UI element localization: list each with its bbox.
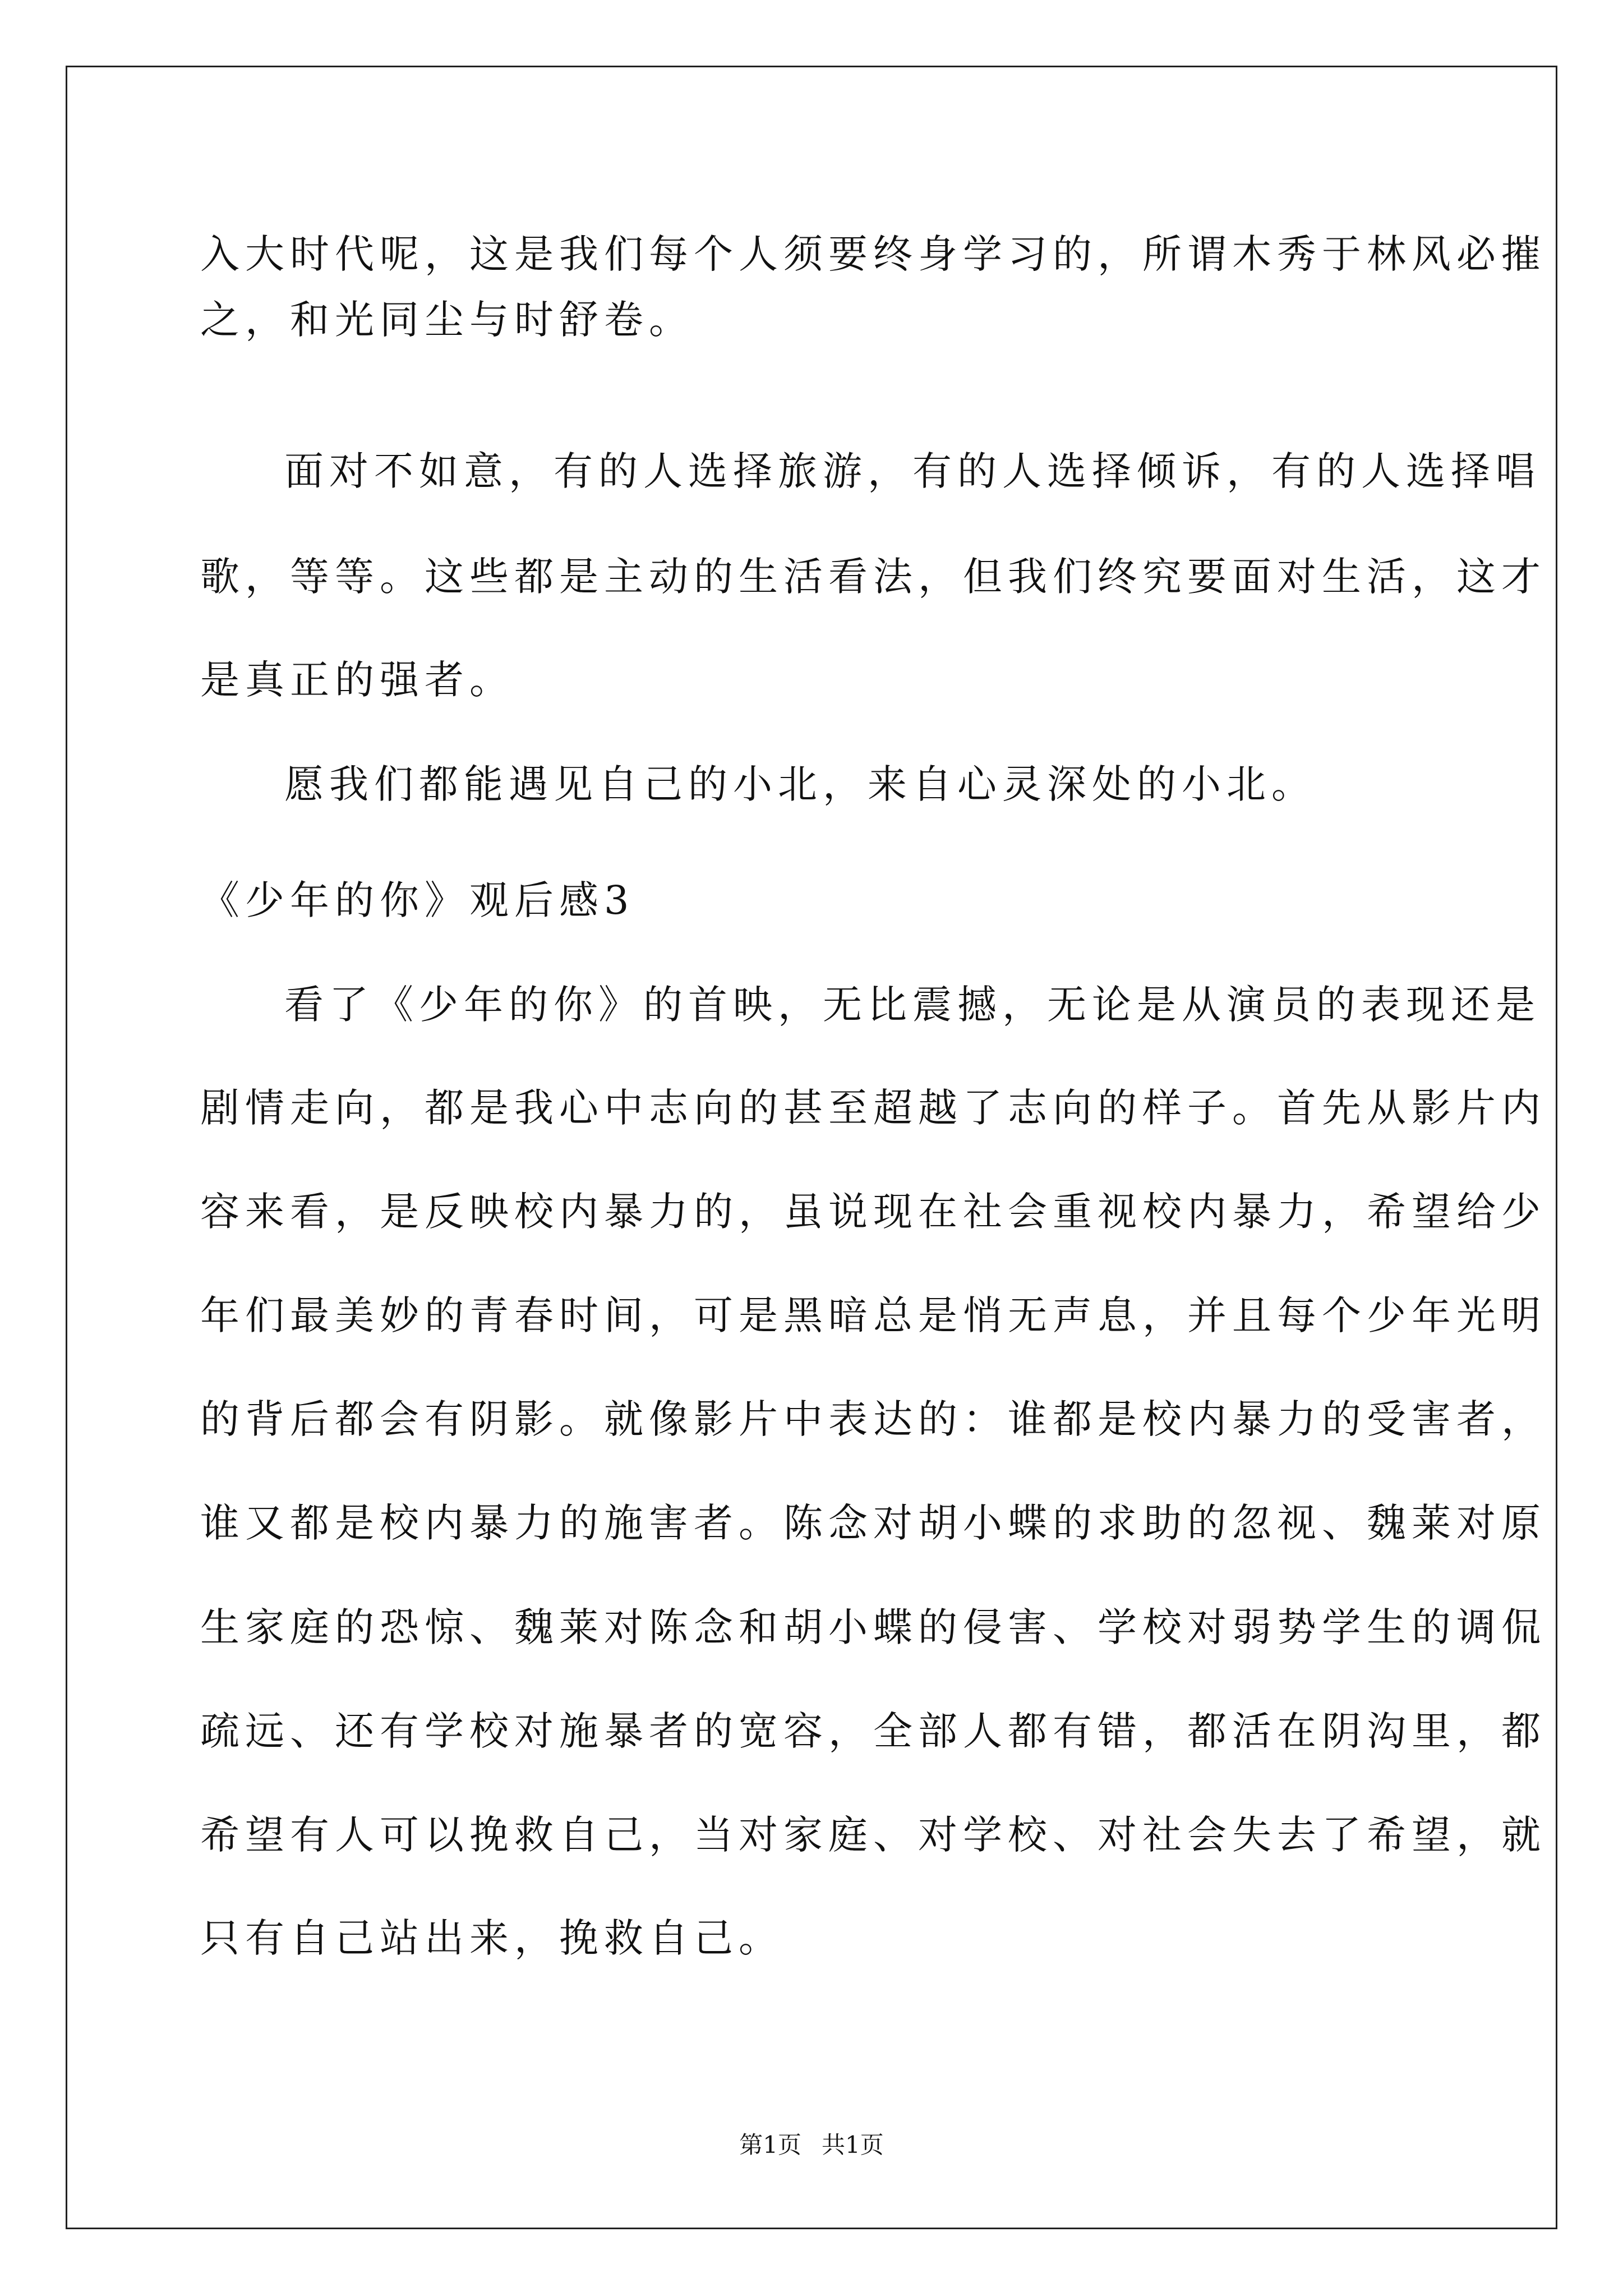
text-line: 剧情走向，都是我心中志向的甚至超越了志向的样子。首先从影片内 [200, 1085, 1546, 1131]
page-border [66, 66, 1557, 2229]
text-line: 只有自己站出来，挽救自己。 [200, 1915, 783, 1961]
text-line: 是真正的强者。 [200, 657, 514, 703]
paragraph-start: 看了《少年的你》的首映，无比震撼，无论是从演员的表现还是 [284, 982, 1541, 1028]
page-total: 共1页 [822, 2131, 884, 2159]
section-heading: 《少年的你》观后感3 [200, 877, 635, 923]
text-line: 歌，等等。这些都是主动的生活看法，但我们终究要面对生活，这才 [200, 554, 1546, 600]
text-line: 生家庭的恐惊、魏莱对陈念和胡小蝶的侵害、学校对弱势学生的调侃 [200, 1604, 1546, 1650]
text-line: 疏远、还有学校对施暴者的宽容，全部人都有错，都活在阴沟里，都 [200, 1708, 1546, 1754]
text-line: 的背后都会有阴影。就像影片中表达的：谁都是校内暴力的受害者， [200, 1396, 1546, 1442]
paragraph-start: 面对不如意，有的人选择旅游，有的人选择倾诉，有的人选择唱 [284, 448, 1541, 494]
paragraph-start: 愿我们都能遇见自己的小北，来自心灵深处的小北。 [284, 761, 1316, 807]
text-line: 之，和光同尘与时舒卷。 [200, 297, 694, 343]
text-line: 谁又都是校内暴力的施害者。陈念对胡小蝶的求助的忽视、魏莱对原 [200, 1500, 1546, 1546]
text-line: 希望有人可以挽救自己，当对家庭、对学校、对社会失去了希望，就 [200, 1812, 1546, 1858]
text-line: 年们最美妙的青春时间，可是黑暗总是悄无声息，并且每个少年光明 [200, 1292, 1546, 1338]
page-footer [0, 2133, 1623, 2157]
page-number: 第1页 [739, 2131, 801, 2159]
text-line: 入大时代呢，这是我们每个人须要终身学习的，所谓木秀于林风必摧 [200, 231, 1546, 277]
text-line: 容来看，是反映校内暴力的，虽说现在社会重视校内暴力，希望给少 [200, 1189, 1546, 1235]
